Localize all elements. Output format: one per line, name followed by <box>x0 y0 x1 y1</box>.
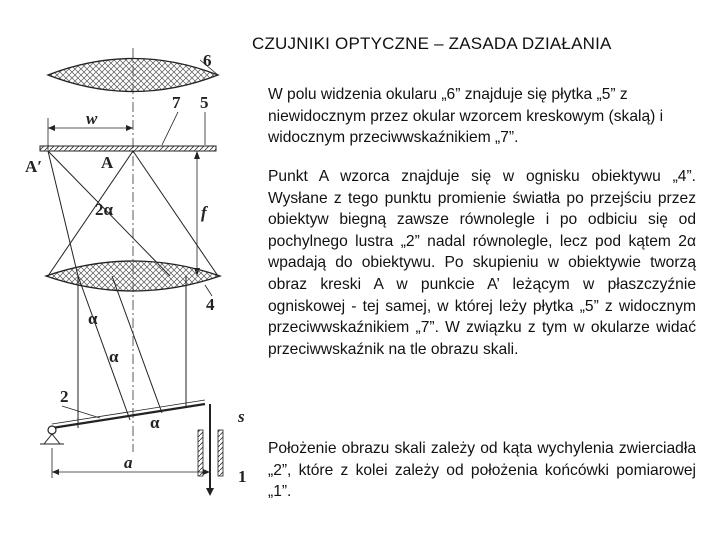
scale-plate <box>40 146 216 151</box>
label-1: 1 <box>238 467 247 486</box>
pivot-icon <box>48 426 56 434</box>
label-s: s <box>238 407 245 426</box>
label-f: f <box>201 203 207 222</box>
paragraph-position: Położenie obrazu skali zależy od kąta wychylenia zwierciadła „2”, które z kolei zależy od położenia końcówki pomiarowej „1”. <box>268 440 696 501</box>
label-alpha-2: α <box>109 347 119 366</box>
label-a: A <box>101 153 114 172</box>
label-5: 5 <box>200 93 209 112</box>
probe-guide-left <box>198 430 203 476</box>
label-4: 4 <box>206 295 215 314</box>
label-7: 7 <box>172 93 181 112</box>
optical-sensor-diagram <box>0 0 260 540</box>
paragraph-objective: Punkt A wzorca znajduje się w ognisku obiektywu „4”. Wysłane z tego punktu promienie światła po przejściu przez obiektyw biegną zawsze równolegle i po odbiciu się od pochylnego lustra „2” nadal równolegle, lecz pod kątem 2α wpadają do obiektywu. Po skupieniu w obiektywie tworzą obraz kreski A w punkcie A’ leżącym w płaszczyźnie ogniskowej - tej samej, w której leży płytka „5” z widocznym przeciwwskaźnikiem „7”. W związku z tym w okularze widać przeciwwskaźnik na tle obrazu skali. <box>268 168 696 358</box>
objective-lens <box>46 261 220 291</box>
label-2: 2 <box>60 387 69 406</box>
label-6: 6 <box>203 51 212 70</box>
probe-guide-right <box>218 430 223 476</box>
label-a-distance: a <box>124 453 133 472</box>
label-w: w <box>86 109 98 128</box>
label-alpha-3: α <box>150 413 160 432</box>
label-2alpha: 2α <box>95 200 113 219</box>
eyepiece-lens <box>48 59 218 92</box>
page-title: CZUJNIKI OPTYCZNE – ZASADA DZIAŁANIA <box>252 34 612 53</box>
label-a-prime: A′ <box>25 157 43 176</box>
paragraph-eyepiece: W polu widzenia okularu „6” znajduje się płytka „5” z niewidocznym przez okular wzorcem kreskowym (skalą) i widocznym przeciwwskaźnikiem „7”. <box>268 86 664 147</box>
label-alpha-1: α <box>88 309 98 328</box>
tilted-mirror <box>52 404 205 428</box>
